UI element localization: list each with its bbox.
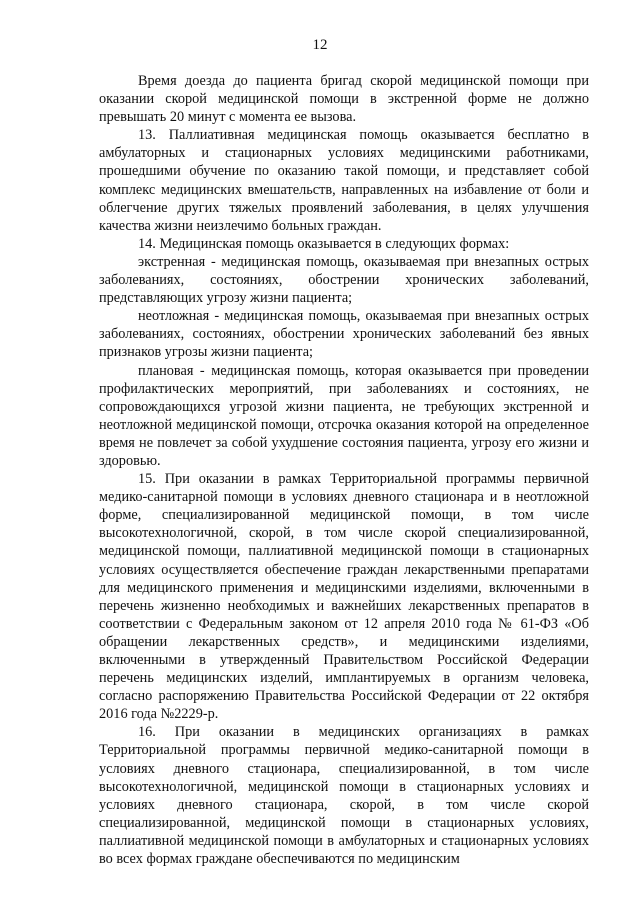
paragraph-13-palliative-care: 13. Паллиативная медицинская помощь оказывается бесплатно в амбулаторных и стационарных условиях медицинскими работниками, прошедшими обучение по оказанию такой помощи, и представляет собой комплекс медицинских вмешательств, направленных на избавление от боли и облегчение других тяжелых проявлений заболевания, в целях улучшения качества жизни неизлечимо больных граждан. <box>99 127 589 234</box>
paragraph-16-medical-organizations: 16. При оказании в медицинских организациях в рамках Территориальной программы первичной медико-санитарной помощи в условиях дневного стационара, специализированной, в том числе высокотехнологичной, медицинской помощи в стационарных условиях и условиях дневного стационара, скорой, в том числе скорой специализированной, медицинской помощи в стационарных условиях, паллиативной медицинской помощи в амбулаторных и стационарных условиях во всех формах граждане обеспечиваются по медицинским <box>99 724 589 868</box>
page-number: 12 <box>312 37 328 53</box>
paragraph-emergency-form: экстренная - медицинская помощь, оказываемая при внезапных острых заболеваниях, состояниях, обострении хронических заболеваний, представляющих угрозу жизни пациента; <box>99 253 589 307</box>
document-body <box>99 72 589 868</box>
paragraph-14-care-forms: 14. Медицинская помощь оказывается в следующих формах: <box>138 235 510 252</box>
paragraph-arrival-time: Время доезда до пациента бригад скорой медицинской помощи при оказании скорой медицинской помощи в экстренной форме не должно превышать 20 минут с момента ее вызова. <box>99 73 589 126</box>
paragraph-urgent-form: неотложная - медицинская помощь, оказываемая при внезапных острых заболеваниях, состояниях, обострении хронических заболеваний без явных признаков угрозы жизни пациента; <box>99 308 589 361</box>
paragraph-15-medication-supply: 15. При оказании в рамках Территориальной программы первичной медико-санитарной помощи в условиях дневного стационара и в неотложной форме, специализированной медицинской помощи, в том числе высокотехнологичной, скорой, в том числе скорой специализированной, медицинской помощи, паллиативной медицинской помощи в стационарных условиях осуществляется обеспечение граждан лекарственными препаратами для медицинского применения и медицинскими изделиями, включенными в перечень жизненно необходимых и важнейших лекарственных препаратов в соответствии с Федеральным законом от 12 апреля 2010 года № 61-ФЗ «Об обращении лекарственных средств», и медицинскими изделиями, включенными в утвержденный Правительством Российской Федерации перечень медицинских изделий, имплантируемых в организм человека, согласно распоряжению Правительства Российской Федерации от 22 октября 2016 года №2229-р. <box>99 471 589 723</box>
paragraph-planned-form: плановая - медицинская помощь, которая оказывается при проведении профилактических мероприятий, при заболеваниях и состояниях, не сопровождающихся угрозой жизни пациента, не требующих экстренной и неотложной медицинской помощи, отсрочка оказания которой на определенное время не повлечет за собой ухудшение состояния пациента, угрозу его жизни и здоровью. <box>99 362 589 469</box>
